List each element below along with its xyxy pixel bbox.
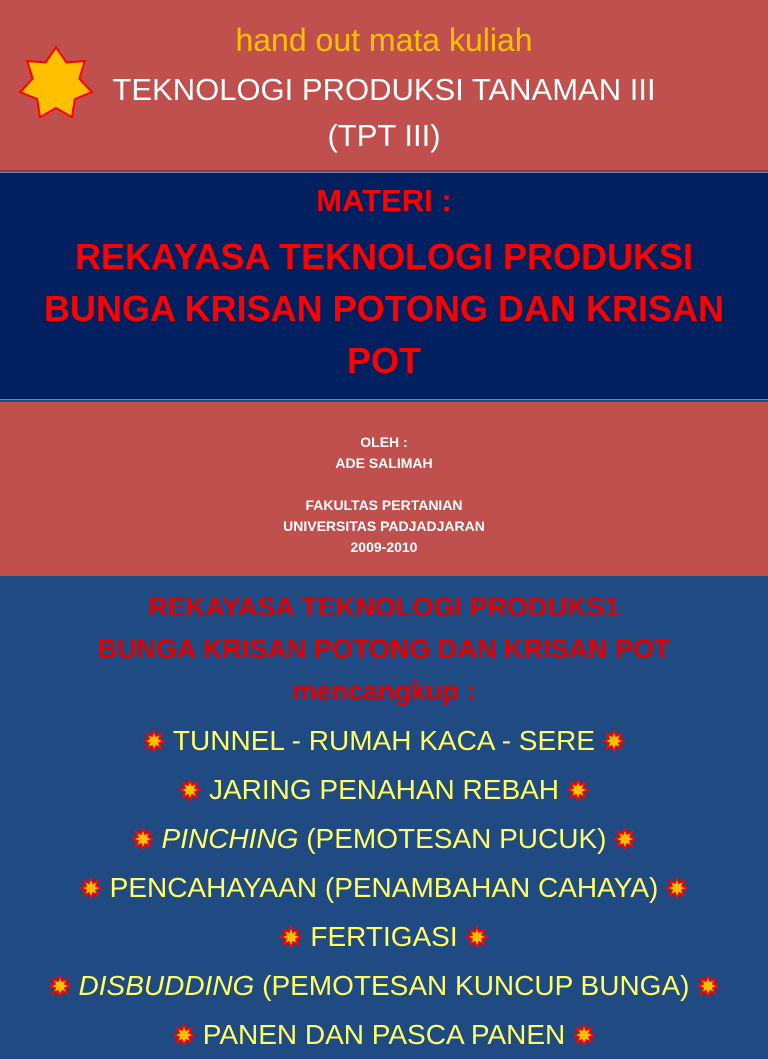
burst-bullet-icon [173,1024,195,1046]
materi-label: MATERI : [316,183,452,218]
list-item [0,912,768,961]
list-item-text [209,774,559,806]
list-item-text [110,872,659,904]
oleh-label: OLEH : [360,434,408,450]
burst-bullet-icon [466,926,488,948]
author-block [0,432,768,558]
list-item-term: DISBUDDING [78,969,255,1001]
course-code: (TPT III) [327,118,441,153]
course-title: TEKNOLOGI PRODUKSI TANAMAN III [112,72,656,107]
scope-heading [0,586,768,712]
materi-band [0,172,768,400]
header-band [0,0,768,172]
scope-band [0,576,768,1050]
burst-bullet-icon [179,779,201,801]
list-item [0,1010,768,1059]
list-item [0,814,768,863]
burst-bullet-icon [280,926,302,948]
materi-title-line: BUNGA KRISAN POTONG DAN KRISAN [43,288,725,329]
list-item-term: PINCHING [161,822,299,854]
list-item-desc: JARING PENAHAN REBAH [208,773,560,805]
list-item-desc: PENCAHAYAAN (PENAMBAHAN CAHAYA) [109,871,659,903]
burst-bullet-icon [666,877,688,899]
burst-bullet-icon [614,828,636,850]
list-item-desc: (PEMOTESAN PUCUK) [298,822,607,854]
list-item [0,961,768,1010]
scope-heading-line: REKAYASA TEKNOLOGI PRODUKS1 [148,592,620,622]
author-name: ADE SALIMAH [335,455,433,471]
burst-bullet-icon [697,975,719,997]
list-item [0,863,768,912]
scope-heading-line: mencangkup : [292,676,476,706]
burst-bullet-icon [573,1024,595,1046]
academic-year: 2009-2010 [350,539,418,555]
list-item-text [173,725,595,757]
burst-bullet-icon [603,730,625,752]
materi-title-line: REKAYASA TEKNOLOGI PRODUKSI [74,236,694,277]
list-item-desc: PANEN DAN PASCA PANEN [202,1018,566,1050]
subject-label: hand out mata kuliah [235,22,533,58]
spacer [0,474,768,495]
list-item [0,716,768,765]
burst-bullet-icon [143,730,165,752]
materi-title-line: POT [346,340,421,381]
list-item [0,765,768,814]
list-item-desc: TUNNEL - RUMAH KACA - SERE [172,724,596,756]
author-band [0,402,768,576]
scope-list [0,716,768,1059]
materi-title [0,231,768,387]
list-item-text [203,1019,566,1051]
burst-bullet-icon [132,828,154,850]
list-item-text [162,823,607,855]
burst-bullet-icon [49,975,71,997]
list-item-text [79,970,690,1002]
faculty-name: FAKULTAS PERTANIAN [305,497,463,513]
burst-bullet-icon [567,779,589,801]
list-item-desc: (PEMOTESAN KUNCUP BUNGA) [254,969,690,1001]
scope-heading-line: BUNGA KRISAN POTONG DAN KRISAN POT [97,634,671,664]
list-item-desc: FERTIGASI [310,920,458,952]
list-item-text [310,921,457,953]
burst-bullet-icon [80,877,102,899]
university-name: UNIVERSITAS PADJADJARAN [283,518,485,534]
